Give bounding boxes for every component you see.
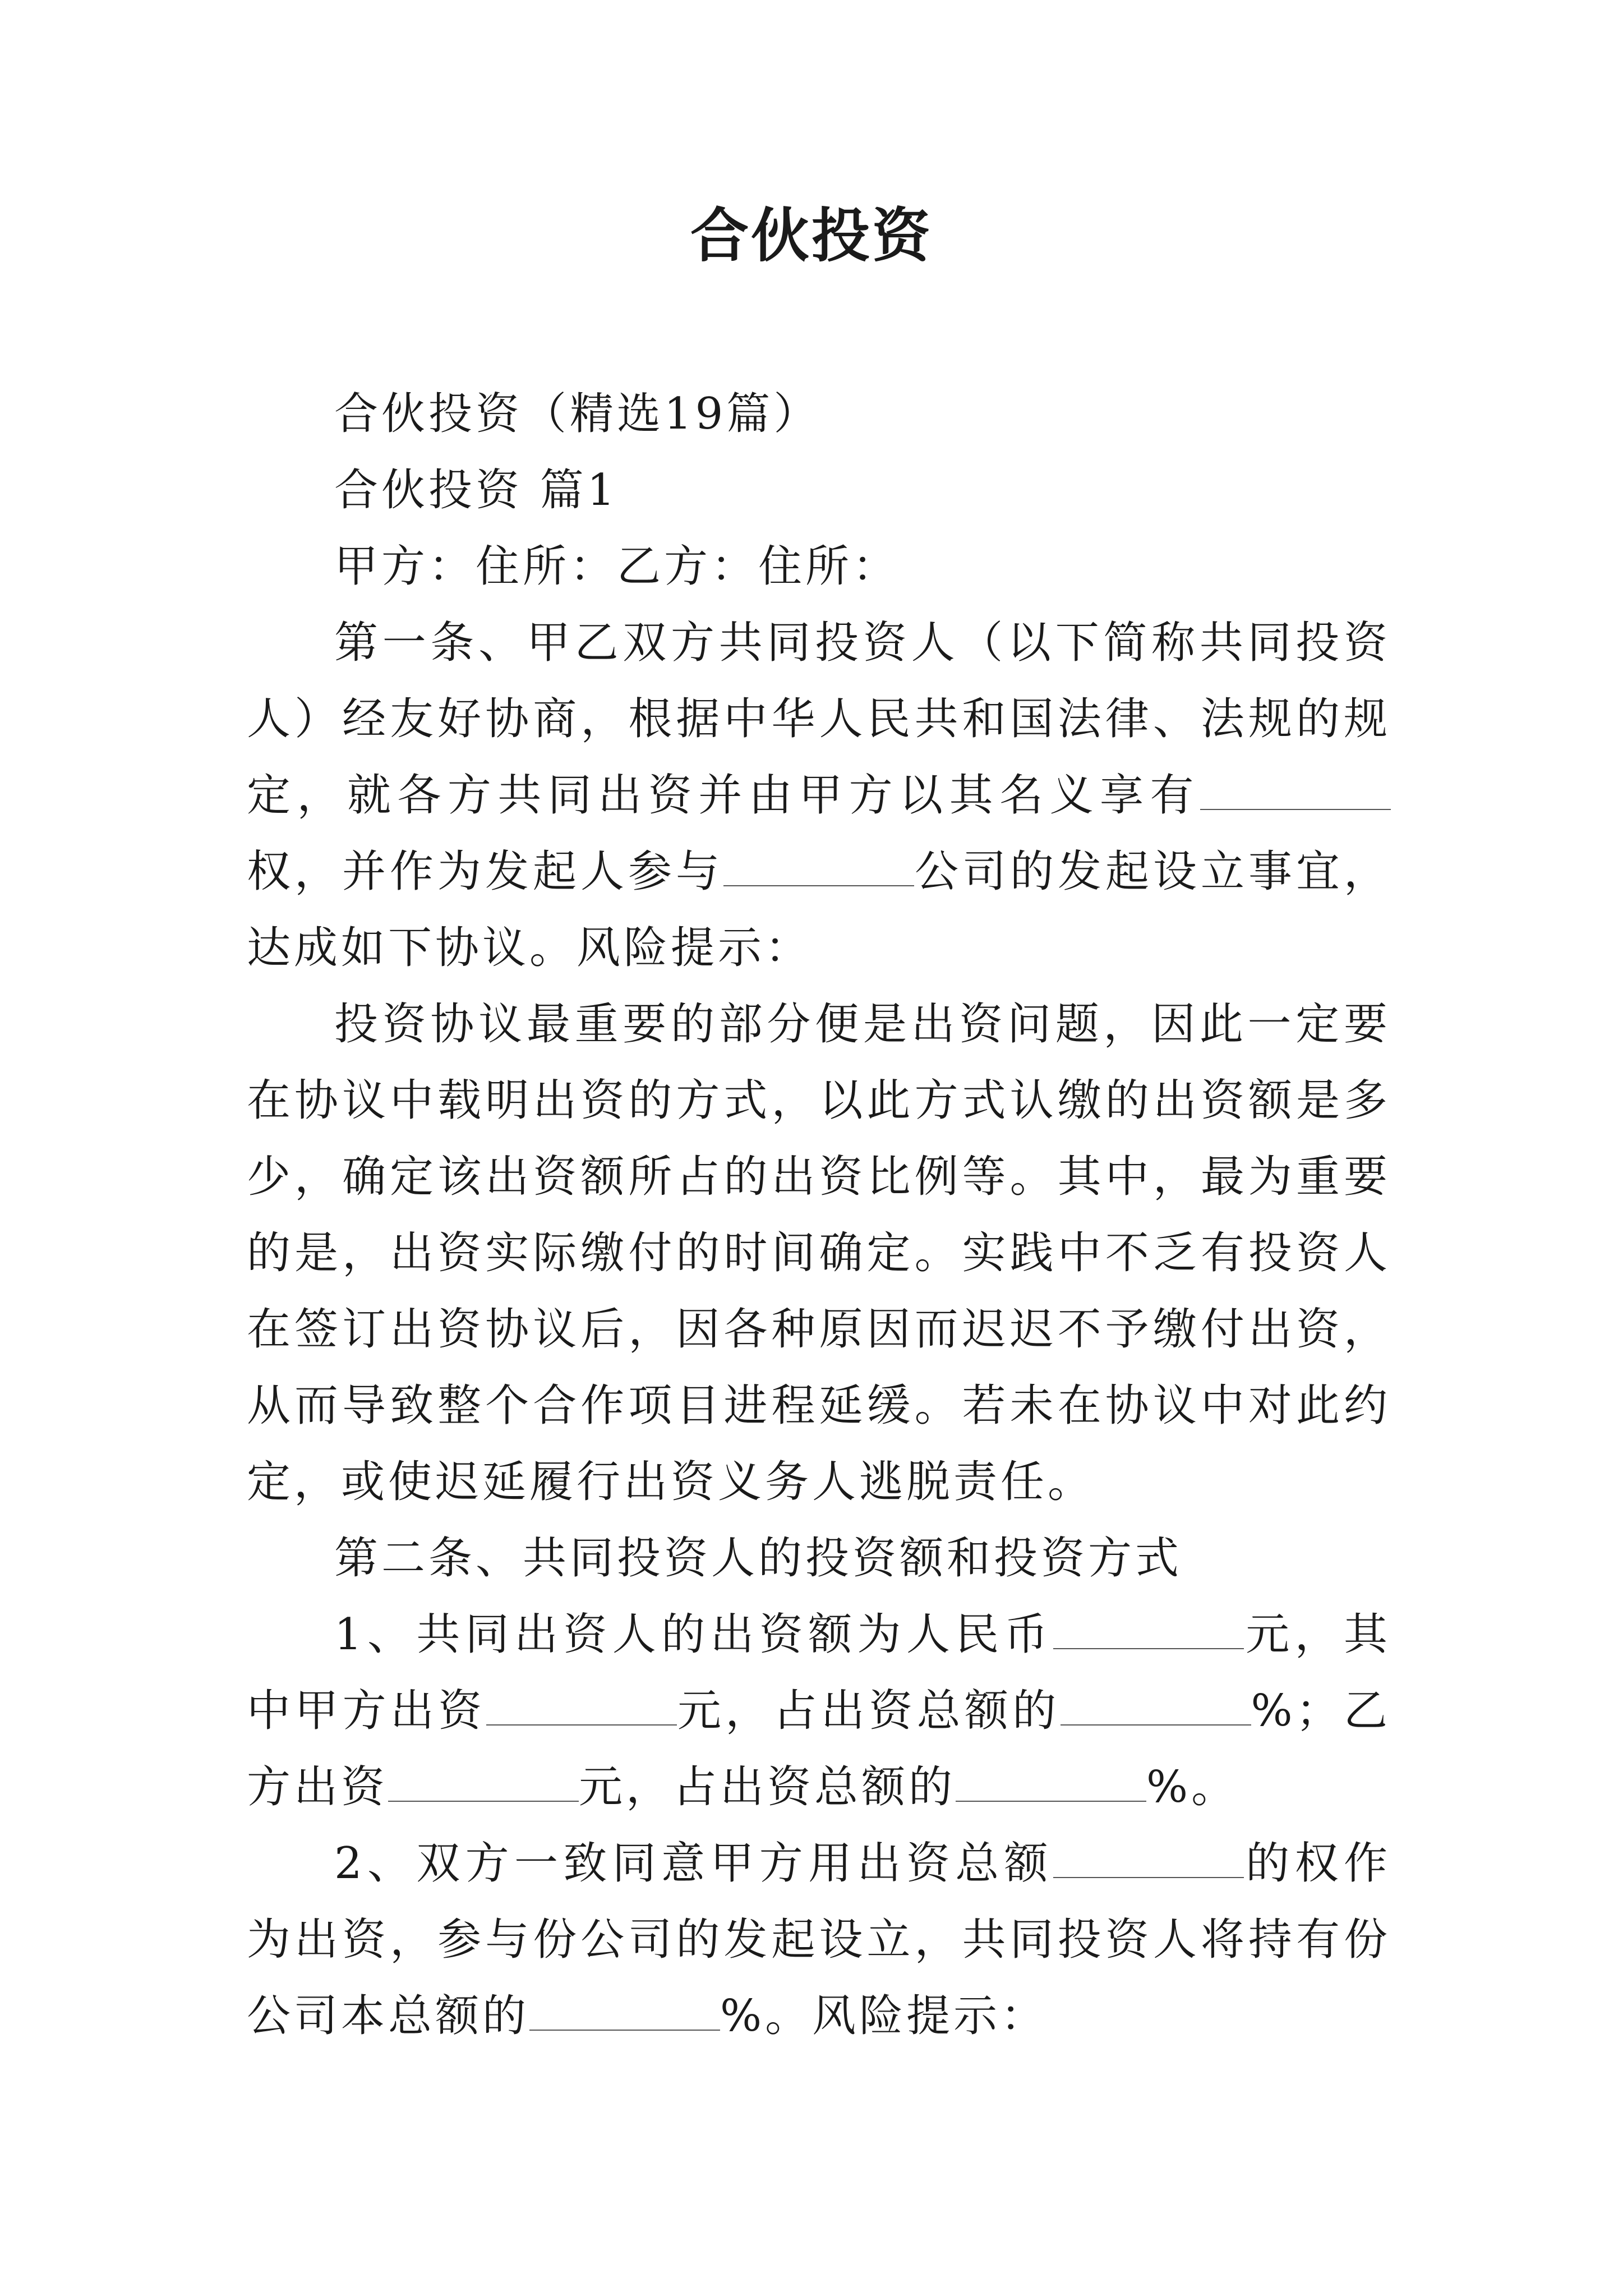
risk-note-paragraph: 投资协议最重要的部分便是出资问题，因此一定要在协议中载明出资的方式，以此方式认缴的出资额是多少，确定该出资额所占的出资比例等。其中，最为重要的是，出资实际缴付的时间确定。实践中不乏有投资人在签订出资协议后，因各种原因而迟迟不予缴付出资，从而导致整个合作项目进程延缓。若未在协议中对此约定，或使迟延履行出资义务人逃脱责任。 <box>247 999 1391 1507</box>
fill-in-blank <box>956 1763 1146 1802</box>
document-title: 合伙投资 <box>690 201 933 270</box>
fill-in-blank <box>529 1991 720 2031</box>
clause-2-text-2: 的权作为出资，参与份公司的发起设立，共同投资人将持有份公司本总额的 <box>247 1838 1391 2041</box>
article-1-paragraph <box>247 605 1391 986</box>
clause-1-text-4: %；乙方出资 <box>247 1686 1391 1812</box>
fill-in-blank <box>1200 771 1391 810</box>
clause-1-text-5: 元，占出资总额的 <box>579 1762 956 1812</box>
clause-2-text-1: 2、双方一致同意甲方用出资总额 <box>334 1838 1053 1889</box>
clause-2-text-3: %。风险提示： <box>720 1991 1048 2041</box>
clause-2-paragraph <box>247 1825 1391 2054</box>
subtitle: 合伙投资（精选19篇） <box>334 389 821 439</box>
clause-1-paragraph <box>247 1596 1391 1825</box>
clause-1-text-3: 元，占出资总额的 <box>676 1686 1061 1736</box>
parties-line: 甲方：住所：乙方：住所： <box>334 541 900 592</box>
article-1-text-1: 第一条、甲乙双方共同投资人（以下简称共同投资人）经友好协商，根据中华人民共和国法律、法规的规定，就各方共同出资并由甲方以其名义享有 <box>247 618 1391 821</box>
fill-in-blank <box>486 1686 677 1726</box>
part-heading: 合伙投资 篇1 <box>334 465 619 516</box>
fill-in-blank <box>388 1763 579 1802</box>
fill-in-blank <box>1061 1686 1251 1726</box>
article-1-text-2: 权，并作为发起人参与 <box>247 846 723 897</box>
fill-in-blank <box>723 847 914 886</box>
article-1-text-3: 公司的发起设立事宜，达成如下协议。风险提示： <box>247 846 1391 973</box>
article-2-heading: 第二条、共同投资人的投资额和投资方式 <box>334 1533 1183 1584</box>
fill-in-blank <box>1053 1839 1244 1878</box>
clause-1-text-2: 元，其中甲方出资 <box>247 1609 1391 1736</box>
clause-1-text-6: %。 <box>1146 1762 1239 1812</box>
clause-1-text-1: 1、共同出资人的出资额为人民币 <box>334 1609 1053 1660</box>
document-body <box>247 376 1391 2054</box>
fill-in-blank <box>1053 1610 1244 1649</box>
